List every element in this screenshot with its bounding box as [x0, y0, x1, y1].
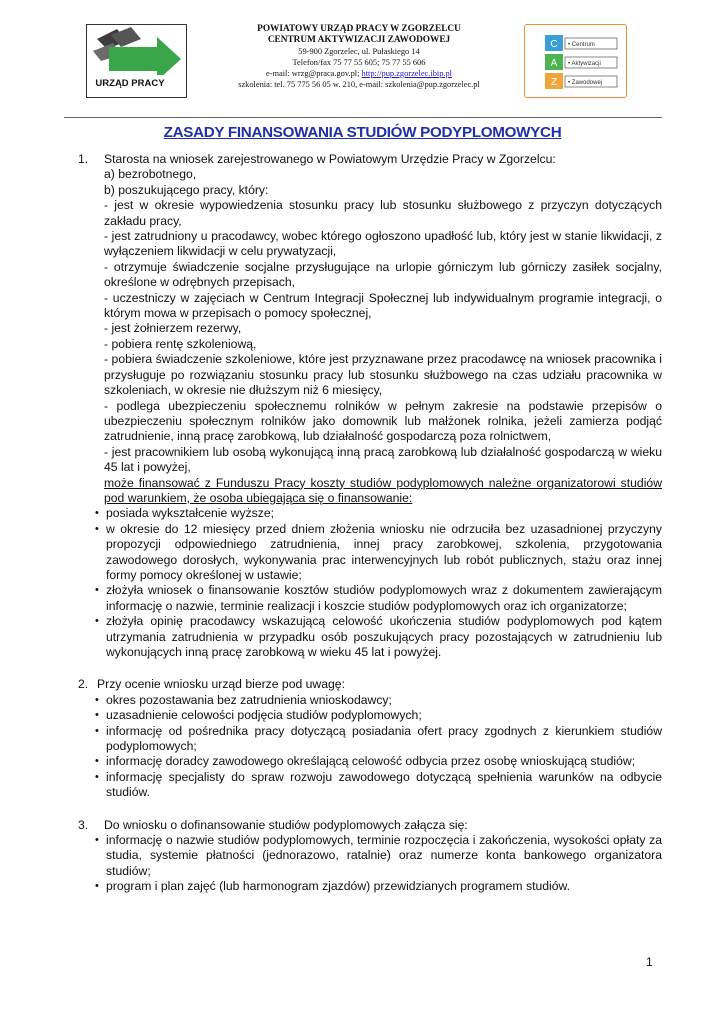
section-1-text	[104, 152, 662, 506]
section-1-line: - jest pracownikiem lub osobą wykonującą inną pracą zarobkową lub działalność gospodarczą w wieku 45 lat i powyżej,	[104, 444, 662, 475]
section-1-condition-intro: może finansować z Funduszu Pracy koszty studiów podyplomowych należne organizatorowi studiów pod warunkiem, że osoba ubiegająca się o finansowanie:	[104, 475, 662, 505]
urzad-pracy-logo	[86, 24, 187, 98]
section-1-line: - jest zatrudniony u pracodawcy, wobec którego ogłoszono upadłość lub, który jest w stanie likwidacji, z wyłączeniem likwidacji w celu prywatyzacji,	[104, 229, 662, 259]
caz-item-aktywizacji: • Aktywizacji	[568, 61, 601, 67]
section-1-conditions	[64, 506, 662, 660]
section-1-line: - jest w okresie wypowiedzenia stosunku pracy lub stosunku służbowego z przyczyn dotyczących zakładu pracy,	[104, 198, 662, 228]
list-item: • złożyła wniosek o finansowanie kosztów studiów podyplomowych wraz z dokumentem zawierającym informację o nazwie, terminie realizacji i koszcie studiów podyplomowych oraz ich organizatorze;	[95, 583, 662, 613]
list-item: • informację od pośrednika pracy dotyczącą posiadania ofert pracy zgodnych z kierunkiem studiów podyplomowych;	[95, 723, 662, 754]
caz-item-centrum: • Centrum	[568, 42, 595, 48]
list-item: • informację doradcy zawodowego określającą celowość odbycia przez osobę wnioskującą studiów;	[95, 754, 636, 769]
letterhead-training-contact: szkolenia: tel. 75 775 56 05 w. 210, e-mail: szkolenia@pup.zgorzelec.pl	[238, 80, 480, 89]
section-3	[64, 818, 662, 895]
section-1-line: - podlega ubezpieczeniu społecznemu rolników w pełnym zakresie na podstawie przepisów o ubezpieczeniu społecznym rolników jako domownik lub małżonek rolnika, jeżeli zamierza podjąć zatrudnienie, inną pracę zarobkową, lub działalność gospodarczą poza rolnictwem,	[104, 398, 662, 444]
caz-letter-a: A	[550, 58, 558, 69]
bullet-icon: •	[95, 709, 99, 722]
page-number: 1	[646, 955, 653, 969]
caz-logo	[524, 24, 627, 98]
list-item: • uzasadnienie celowości podjęcia studiów podyplomowych;	[95, 708, 422, 723]
header-divider	[64, 117, 662, 118]
letterhead-line-1: POWIATOWY URZĄD PRACY W ZGORZELCU	[257, 24, 461, 34]
section-3-number: 3.	[78, 817, 89, 832]
list-item: • okres pozostawania bez zatrudnienia wnioskodawcy;	[95, 692, 392, 707]
document-title: ZASADY FINANSOWANIA STUDIÓW PODYPLOMOWYCH	[163, 124, 562, 141]
list-item: • program i plan zajęć (lub harmonogram zjazdów) przewidzianych programem studiów.	[95, 879, 571, 894]
caz-logo-graphic	[525, 25, 626, 97]
section-1-line: - otrzymuje świadczenie socjalne przysługujące na urlopie górniczym lub górniczy zasiłek socjalny, określone w odrębnych przepisach,	[104, 259, 662, 290]
section-2-criteria	[64, 693, 662, 801]
bullet-icon: •	[95, 770, 99, 783]
list-item: • w okresie do 12 miesięcy przed dniem złożenia wniosku nie odrzuciła bez uzasadnionej przyczyny propozycji odpowiedniego zatrudnienia, innej pracy zarobkowej, szkolenia, przygotowania zawodowego dorosłych, wykonywania prac interwencyjnych lub robót publicznych, stażu oraz innej formy pomocy określonej w ustawie;	[95, 521, 662, 582]
section-1	[64, 152, 662, 660]
bullet-icon: •	[95, 693, 99, 706]
list-item: • informację o nazwie studiów podyplomowych, terminie rozpoczęcia i zakończenia, wysokości opłaty za studia, systemie płatności (jednorazowo, ratalnie) oraz numerze konta bankowego organizatora studiów;	[95, 833, 662, 878]
website-link[interactable]: http://pup.zgorzelec.ibip.pl	[361, 69, 453, 78]
caz-letter-c: C	[550, 39, 558, 50]
letterhead-phone: Telefon/fax 75 77 55 605; 75 77 55 606	[292, 58, 426, 67]
list-item: • złożyła opinię pracodawcy wskazującą celowość ukończenia studiów podyplomowych pod kątem utrzymania zatrudnienia w przypadku osób poszukujących pracy pozostających w zatrudnieniu lub wykonujących inną pracę zarobkową w wieku 45 lat i powyżej.	[95, 614, 662, 659]
section-3-attachments	[64, 833, 662, 895]
urzad-pracy-logo-graphic	[87, 25, 186, 97]
section-1-line: Starosta na wniosek zarejestrowanego w Powiatowym Urzędzie Pracy w Zgorzelcu:	[104, 152, 556, 166]
caz-letter-z: Z	[550, 77, 558, 88]
section-1-line: a) bezrobotnego,	[104, 167, 197, 182]
section-1-line: b) poszukującego pracy, który:	[104, 182, 269, 197]
section-2-intro: Przy ocenie wniosku urząd bierze pod uwagę:	[97, 677, 345, 692]
document-body	[64, 152, 662, 895]
caz-item-zawodowej: • Zawodowej	[568, 80, 603, 86]
bullet-icon: •	[95, 507, 99, 520]
letterhead-address: 59-900 Zgorzelec, ul. Pułaskiego 14	[298, 47, 420, 56]
section-1-number: 1.	[78, 152, 89, 166]
bullet-icon: •	[95, 615, 99, 628]
bullet-icon: •	[95, 724, 99, 737]
bullet-icon: •	[95, 755, 99, 768]
bullet-icon: •	[95, 522, 99, 535]
bullet-icon: •	[95, 584, 99, 597]
section-3-intro: Do wniosku o dofinansowanie studiów podyplomowych załącza się:	[104, 817, 468, 832]
urzad-pracy-logo-text: URZĄD PRACY	[95, 78, 165, 89]
list-item: • posiada wykształcenie wyższe;	[95, 506, 274, 521]
section-2	[64, 677, 662, 800]
letterhead-line-2: CENTRUM AKTYWIZACJI ZAWODOWEJ	[267, 35, 451, 45]
section-1-line: - jest żołnierzem rezerwy,	[104, 321, 242, 336]
letterhead-email: e-mail: wrzg@praca.gov.pl;	[265, 69, 362, 78]
bullet-icon: •	[95, 834, 99, 847]
letterhead-contact	[200, 68, 518, 79]
section-1-line: - pobiera rentę szkoleniową,	[104, 336, 257, 351]
bullet-icon: •	[95, 880, 99, 893]
letterhead	[200, 24, 518, 90]
list-item: • informację specjalisty do spraw rozwoju zawodowego dotyczącą spełnienia warunków na odbycie studiów.	[95, 769, 662, 800]
section-1-line: - pobiera świadczenie szkoleniowe, które jest przyznawane przez pracodawcę na wniosek pracownika i przysługuje po rozwiązaniu stosunku pracy lub stosunku służbowego na czas udziału pracownika w szkoleniach, w okresie nie dłuższym niż 6 miesięcy,	[104, 352, 662, 398]
section-2-number: 2.	[78, 677, 89, 692]
section-1-line: - uczestniczy w zajęciach w Centrum Integracji Społecznej lub indywidualnym programie integracji, o którym mowa w przepisach o pomocy społecznej,	[104, 290, 662, 321]
